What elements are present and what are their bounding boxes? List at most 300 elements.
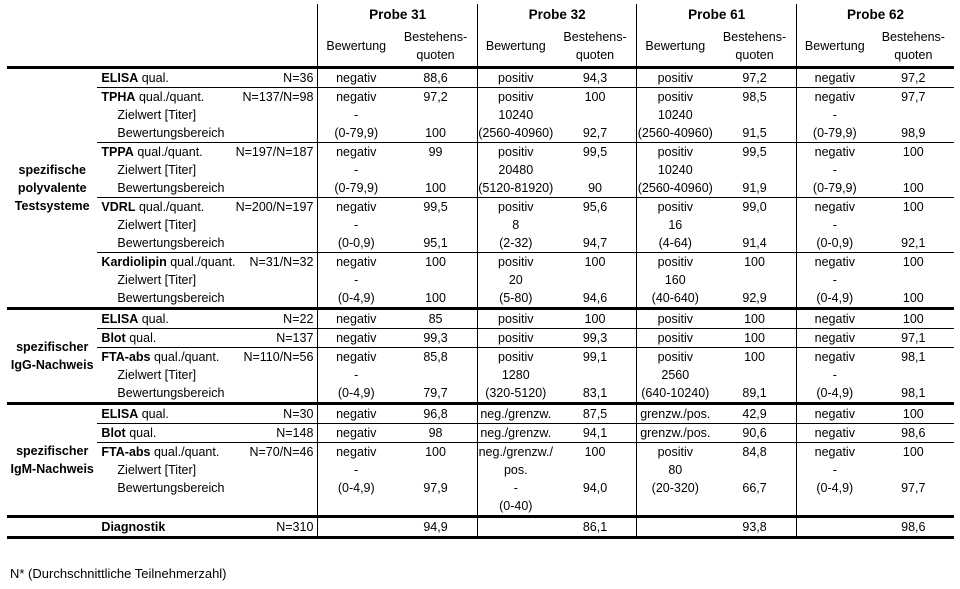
bewertung-value: - bbox=[832, 218, 837, 232]
test-label: VDRL bbox=[101, 200, 136, 214]
bewertung-cell bbox=[796, 143, 872, 198]
quote-value: 66,7 bbox=[742, 481, 767, 495]
quote-value: 85,8 bbox=[423, 350, 448, 364]
bewertung-value: 1280 bbox=[501, 368, 530, 382]
quote-value bbox=[394, 461, 477, 479]
quote-value: 100 bbox=[425, 181, 446, 195]
quote-value: 100 bbox=[902, 312, 924, 326]
bewertung-value: negativ bbox=[336, 90, 377, 104]
bewertung-value: (320-5120) bbox=[485, 386, 547, 400]
bewertung-value: positiv bbox=[498, 71, 534, 85]
bewertung-value: (0-4,9) bbox=[816, 386, 854, 400]
quote-value: 100 bbox=[425, 445, 446, 459]
bewertung-value: neg./grenzw. bbox=[480, 407, 552, 421]
bewertung-value: negativ bbox=[336, 145, 377, 159]
bereich-label: Bewertungsbereich bbox=[117, 291, 225, 305]
bewertung-cell bbox=[318, 404, 394, 424]
quote-value: 98,1 bbox=[901, 350, 926, 364]
test-name bbox=[101, 443, 219, 461]
test-name bbox=[101, 198, 204, 216]
participant-count: N=310 bbox=[276, 520, 314, 534]
quote-value bbox=[394, 216, 477, 234]
table-row bbox=[7, 198, 954, 253]
bewertung-value: neg./grenzw. bbox=[480, 426, 552, 440]
test-label: ELISA bbox=[101, 71, 139, 85]
quote-value bbox=[713, 366, 796, 384]
group-label: spezifische polyvalente Testsysteme bbox=[7, 68, 97, 309]
bewertung-header: Bewertung bbox=[796, 26, 872, 68]
quote-cell bbox=[554, 404, 637, 424]
group-label: spezifischer IgG-Nachweis bbox=[7, 309, 97, 404]
bewertung-value: 80 bbox=[668, 463, 683, 477]
quote-value bbox=[394, 366, 477, 384]
bewertung-value: (0-0,9) bbox=[337, 236, 375, 250]
test-name bbox=[101, 405, 168, 423]
test-name-cell bbox=[97, 68, 317, 88]
bewertung-value: positiv bbox=[657, 145, 693, 159]
bewertung-value: (0-4,9) bbox=[816, 481, 854, 495]
quote-cell bbox=[713, 309, 796, 329]
quote-value: 94,0 bbox=[582, 481, 608, 495]
quote-value bbox=[713, 216, 796, 234]
table-row bbox=[7, 68, 954, 88]
quote-value: 100 bbox=[902, 445, 924, 459]
quoten-label-l2: quoten bbox=[575, 48, 615, 62]
quote-value bbox=[554, 366, 637, 384]
quote-cell bbox=[713, 517, 796, 538]
quote-cell bbox=[713, 404, 796, 424]
test-name-cell bbox=[97, 517, 317, 538]
quote-value: 94,9 bbox=[423, 520, 448, 534]
table-body bbox=[7, 4, 954, 538]
quote-value: 100 bbox=[425, 255, 446, 269]
sample-header: Probe 61 bbox=[637, 4, 797, 26]
bewertung-cell bbox=[477, 88, 553, 143]
quote-cell bbox=[554, 309, 637, 329]
quote-value: 92,9 bbox=[742, 291, 767, 305]
bewertung-cell bbox=[637, 329, 713, 348]
bewertung-value: (0-79,9) bbox=[334, 126, 379, 140]
bereich-label: Bewertungsbereich bbox=[117, 386, 225, 400]
quote-value: 94,3 bbox=[582, 71, 608, 85]
quote-value bbox=[713, 271, 796, 289]
bewertung-value: - bbox=[354, 108, 359, 122]
bewertung-value: (2560-40960) bbox=[637, 126, 713, 140]
bewertung-value: positiv bbox=[657, 90, 693, 104]
test-label: TPHA bbox=[101, 90, 136, 104]
quote-cell bbox=[554, 143, 637, 198]
quoten-header bbox=[394, 26, 477, 68]
participant-count: N=148 bbox=[276, 426, 314, 440]
bewertung-value: 10240 bbox=[657, 163, 693, 177]
quote-cell bbox=[554, 253, 637, 309]
test-mode: qual. bbox=[141, 407, 169, 421]
quote-cell bbox=[394, 198, 477, 253]
test-name bbox=[101, 88, 204, 106]
bewertung-value: positiv bbox=[498, 200, 534, 214]
quoten-header bbox=[873, 26, 954, 68]
quote-cell bbox=[394, 88, 477, 143]
quote-cell bbox=[554, 348, 637, 404]
bewertung-value: negativ bbox=[336, 407, 377, 421]
quote-value: 98,6 bbox=[901, 520, 926, 534]
bewertung-value: negativ bbox=[814, 350, 855, 364]
bewertung-cell bbox=[637, 309, 713, 329]
bewertung-value: negativ bbox=[336, 331, 377, 345]
sample-header: Probe 32 bbox=[477, 4, 637, 26]
zielwert-label: Zielwert [Titer] bbox=[117, 163, 197, 177]
bewertung-value: negativ bbox=[814, 426, 855, 440]
quote-value: 42,9 bbox=[742, 407, 767, 421]
quoten-label-l1: Bestehens- bbox=[403, 30, 468, 44]
bewertung-header: Bewertung bbox=[477, 26, 553, 68]
test-name-line bbox=[97, 253, 317, 271]
bewertung-cell bbox=[318, 68, 394, 88]
bewertung-cell bbox=[796, 517, 872, 538]
bewertung-value: (0-79,9) bbox=[812, 181, 857, 195]
quote-cell bbox=[554, 517, 637, 538]
participant-count: N=70/N=46 bbox=[249, 445, 314, 459]
zielwert-label: Zielwert [Titer] bbox=[117, 463, 197, 477]
quote-value: 100 bbox=[744, 331, 765, 345]
quote-cell bbox=[394, 309, 477, 329]
bewertung-value: positiv bbox=[657, 331, 693, 345]
bewertung-value: negativ bbox=[814, 407, 855, 421]
bewertung-value: (0-0,9) bbox=[816, 236, 854, 250]
participant-count: N=30 bbox=[283, 407, 314, 421]
test-label: ELISA bbox=[101, 407, 139, 421]
quote-value: 99 bbox=[428, 145, 443, 159]
test-name bbox=[101, 253, 235, 271]
quote-value: 100 bbox=[584, 255, 606, 269]
bewertung-cell bbox=[318, 198, 394, 253]
bewertung-value bbox=[797, 518, 873, 536]
bewertung-value: positiv bbox=[657, 200, 693, 214]
quote-value: 99,5 bbox=[742, 145, 767, 159]
bewertung-cell bbox=[637, 198, 713, 253]
test-name-line bbox=[97, 424, 317, 442]
quote-cell bbox=[554, 198, 637, 253]
quote-cell bbox=[394, 348, 477, 404]
bewertung-cell bbox=[796, 309, 872, 329]
quote-cell bbox=[394, 424, 477, 443]
quoten-label-l1: Bestehens- bbox=[881, 30, 945, 44]
bewertung-value: grenzw./pos. bbox=[640, 407, 711, 421]
quote-value: 99,5 bbox=[582, 145, 608, 159]
quote-cell bbox=[713, 253, 796, 309]
quote-value: 97,2 bbox=[901, 71, 926, 85]
quote-cell bbox=[394, 143, 477, 198]
group-label-empty bbox=[7, 517, 97, 538]
bewertung-value: - bbox=[832, 463, 837, 477]
bewertung-value: 10240 bbox=[657, 108, 693, 122]
bewertung-value: (0-40) bbox=[499, 499, 533, 513]
quote-value: 98,9 bbox=[901, 126, 926, 140]
bewertung-value: (20-320) bbox=[651, 481, 699, 495]
bewertung-cell bbox=[477, 309, 553, 329]
quote-value: 98,5 bbox=[742, 90, 767, 104]
zielwert-label: Zielwert [Titer] bbox=[117, 218, 197, 232]
bewertung-value bbox=[318, 518, 394, 536]
bewertung-cell bbox=[477, 253, 553, 309]
bewertung-value: (0-4,9) bbox=[816, 291, 854, 305]
bewertung-cell bbox=[796, 198, 872, 253]
test-name-cell bbox=[97, 253, 317, 309]
quoten-label-l2: quoten bbox=[416, 48, 455, 62]
header-row-samples bbox=[7, 4, 954, 26]
footnote: N* (Durchschnittliche Teilnehmerzahl) bbox=[10, 566, 227, 581]
bewertung-value: (5-80) bbox=[499, 291, 533, 305]
test-name-cell bbox=[97, 404, 317, 424]
test-label: Diagnostik bbox=[101, 520, 166, 534]
bewertung-cell bbox=[477, 404, 553, 424]
bewertung-cell bbox=[637, 143, 713, 198]
test-name-cell bbox=[97, 443, 317, 517]
quote-value bbox=[554, 461, 637, 479]
quote-value: 94,1 bbox=[582, 426, 608, 440]
table-row bbox=[7, 329, 954, 348]
header-empty bbox=[7, 4, 97, 26]
bewertung-cell bbox=[477, 424, 553, 443]
quote-value bbox=[394, 271, 477, 289]
bewertung-value: negativ bbox=[814, 331, 855, 345]
bereich-label: Bewertungsbereich bbox=[117, 126, 225, 140]
quote-value: 95,1 bbox=[423, 236, 448, 250]
bewertung-cell bbox=[637, 253, 713, 309]
quote-value bbox=[554, 106, 637, 124]
quote-value: 100 bbox=[584, 90, 606, 104]
table-row bbox=[7, 348, 954, 404]
quote-value bbox=[873, 461, 954, 479]
group-label: spezifischer IgM-Nachweis bbox=[7, 404, 97, 517]
quote-cell bbox=[713, 88, 796, 143]
table-row bbox=[7, 88, 954, 143]
bewertung-cell bbox=[477, 443, 553, 517]
bewertung-cell bbox=[637, 517, 713, 538]
quote-value: 89,1 bbox=[742, 386, 767, 400]
quote-value bbox=[873, 106, 954, 124]
bereich-label: Bewertungsbereich bbox=[117, 181, 225, 195]
spacer bbox=[97, 497, 317, 515]
quote-value: 100 bbox=[902, 291, 924, 305]
results-table bbox=[7, 4, 954, 539]
test-mode: qual./quant. bbox=[138, 200, 205, 214]
quote-cell bbox=[873, 198, 954, 253]
test-mode: qual. bbox=[129, 331, 157, 345]
bewertung-value: negativ bbox=[814, 255, 855, 269]
test-name bbox=[101, 329, 156, 347]
table-row bbox=[7, 424, 954, 443]
bewertung-value: (4-64) bbox=[658, 236, 692, 250]
bewertung-cell bbox=[477, 68, 553, 88]
test-mode: qual./quant. bbox=[170, 255, 236, 269]
quote-value bbox=[713, 497, 796, 515]
table-row bbox=[7, 253, 954, 309]
bewertung-value: 16 bbox=[668, 218, 683, 232]
quote-value bbox=[554, 497, 637, 515]
quote-value: 99,0 bbox=[742, 200, 767, 214]
quote-value: 97,2 bbox=[742, 71, 767, 85]
bewertung-cell bbox=[796, 348, 872, 404]
quote-cell bbox=[713, 348, 796, 404]
bewertung-header: Bewertung bbox=[318, 26, 394, 68]
quoten-label-l1: Bestehens- bbox=[722, 30, 787, 44]
bewertung-value: negativ bbox=[814, 145, 855, 159]
bewertung-cell bbox=[318, 424, 394, 443]
bewertung-cell bbox=[318, 88, 394, 143]
quote-value bbox=[873, 216, 954, 234]
quote-value: 92,7 bbox=[582, 126, 608, 140]
quote-cell bbox=[554, 424, 637, 443]
quote-cell bbox=[394, 517, 477, 538]
bewertung-value: - bbox=[832, 368, 837, 382]
bewertung-value: positiv bbox=[657, 71, 693, 85]
bewertung-cell bbox=[637, 88, 713, 143]
quote-value bbox=[554, 161, 637, 179]
bewertung-value: - bbox=[832, 273, 837, 287]
quote-cell bbox=[873, 517, 954, 538]
quote-value: 90,6 bbox=[742, 426, 767, 440]
bewertung-cell bbox=[637, 404, 713, 424]
quote-value: 98 bbox=[428, 426, 443, 440]
quote-value: 94,7 bbox=[582, 236, 608, 250]
header-empty bbox=[7, 26, 97, 68]
quote-value bbox=[554, 216, 637, 234]
quote-value: 97,1 bbox=[901, 331, 926, 345]
bewertung-cell bbox=[637, 348, 713, 404]
test-name bbox=[101, 348, 219, 366]
quote-value: 100 bbox=[744, 255, 765, 269]
bewertung-cell bbox=[318, 329, 394, 348]
bewertung-value: (0-4,9) bbox=[337, 481, 375, 495]
bewertung-cell bbox=[637, 424, 713, 443]
quote-value: 100 bbox=[425, 291, 446, 305]
test-name-cell bbox=[97, 348, 317, 404]
participant-count: N=36 bbox=[283, 71, 314, 85]
bewertung-cell bbox=[796, 443, 872, 517]
quote-cell bbox=[394, 443, 477, 517]
bewertung-value: (640-10240) bbox=[641, 386, 710, 400]
test-name bbox=[101, 310, 168, 328]
bewertung-value: (0-4,9) bbox=[337, 386, 375, 400]
bewertung-cell bbox=[318, 143, 394, 198]
quoten-label-l2: quoten bbox=[894, 48, 933, 62]
quote-cell bbox=[873, 348, 954, 404]
quote-cell bbox=[394, 329, 477, 348]
test-name-cell bbox=[97, 309, 317, 329]
quote-value bbox=[713, 461, 796, 479]
table-row bbox=[7, 143, 954, 198]
quote-value: 100 bbox=[584, 445, 606, 459]
bewertung-value: - bbox=[354, 218, 359, 232]
quote-value: 99,3 bbox=[423, 331, 448, 345]
bewertung-cell bbox=[796, 68, 872, 88]
quote-value: 91,9 bbox=[742, 181, 767, 195]
bewertung-value: 160 bbox=[664, 273, 686, 287]
bewertung-cell bbox=[796, 404, 872, 424]
participant-count: N=31/N=32 bbox=[249, 255, 314, 269]
test-name-line bbox=[97, 329, 317, 347]
bewertung-value bbox=[637, 497, 713, 515]
bewertung-value: negativ bbox=[814, 200, 855, 214]
quote-cell bbox=[873, 253, 954, 309]
bewertung-cell bbox=[796, 424, 872, 443]
quote-cell bbox=[873, 68, 954, 88]
quote-value bbox=[554, 271, 637, 289]
quote-value: 94,6 bbox=[582, 291, 608, 305]
test-name-line bbox=[97, 443, 317, 461]
bewertung-value: positiv bbox=[657, 255, 693, 269]
bewertung-value: (2560-40960) bbox=[637, 181, 713, 195]
quote-value: 99,3 bbox=[582, 331, 608, 345]
test-mode: qual./quant. bbox=[153, 350, 220, 364]
bewertung-value: positiv bbox=[498, 331, 534, 345]
test-mode: qual. bbox=[129, 426, 157, 440]
bewertung-value: (0-79,9) bbox=[812, 126, 857, 140]
bewertung-cell bbox=[637, 68, 713, 88]
bewertung-cell bbox=[796, 329, 872, 348]
bewertung-cell bbox=[318, 253, 394, 309]
bewertung-value: (0-79,9) bbox=[334, 181, 379, 195]
test-mode: qual./quant. bbox=[153, 445, 220, 459]
bewertung-value: positiv bbox=[498, 255, 534, 269]
test-name bbox=[101, 69, 168, 87]
quote-value bbox=[394, 497, 477, 515]
sample-header: Probe 62 bbox=[796, 4, 954, 26]
quoten-header bbox=[554, 26, 637, 68]
quote-value: 100 bbox=[744, 350, 765, 364]
quote-value: 99,1 bbox=[582, 350, 608, 364]
bewertung-value bbox=[318, 497, 394, 515]
quote-value: 86,1 bbox=[582, 520, 608, 534]
quote-cell bbox=[713, 143, 796, 198]
test-name-cell bbox=[97, 143, 317, 198]
bewertung-value: - bbox=[832, 108, 837, 122]
test-label: Blot bbox=[101, 426, 126, 440]
bewertung-value: (0-4,9) bbox=[337, 291, 375, 305]
test-label: Kardiolipin bbox=[101, 255, 167, 269]
bewertung-value: negativ bbox=[336, 71, 377, 85]
test-name-line bbox=[97, 198, 317, 216]
bewertung-cell bbox=[796, 88, 872, 143]
bewertung-value: (2560-40960) bbox=[478, 126, 554, 140]
quote-value: 100 bbox=[902, 407, 924, 421]
quote-value: 97,7 bbox=[901, 481, 926, 495]
test-name-line bbox=[97, 69, 317, 87]
quote-cell bbox=[554, 88, 637, 143]
bewertung-value: - bbox=[513, 481, 518, 495]
bewertung-value: grenzw./pos. bbox=[640, 426, 711, 440]
test-mode: qual./quant. bbox=[137, 145, 203, 159]
bewertung-value: (2-32) bbox=[499, 236, 533, 250]
bewertung-value: positiv bbox=[657, 350, 693, 364]
bewertung-value bbox=[478, 518, 554, 536]
bewertung-value bbox=[797, 497, 873, 515]
bewertung-value: - bbox=[832, 163, 837, 177]
bewertung-value: 2560 bbox=[661, 368, 690, 382]
test-label: ELISA bbox=[101, 312, 139, 326]
bewertung-value: positiv bbox=[498, 145, 534, 159]
bewertung-value bbox=[637, 518, 713, 536]
quote-cell bbox=[873, 143, 954, 198]
quoten-label-l1: Bestehens- bbox=[563, 30, 627, 44]
participant-count: N=22 bbox=[283, 312, 314, 326]
quote-value: 97,2 bbox=[423, 90, 448, 104]
quote-cell bbox=[554, 443, 637, 517]
bewertung-value: positiv bbox=[657, 312, 693, 326]
bewertung-value: (40-640) bbox=[651, 291, 699, 305]
bewertung-cell bbox=[477, 329, 553, 348]
